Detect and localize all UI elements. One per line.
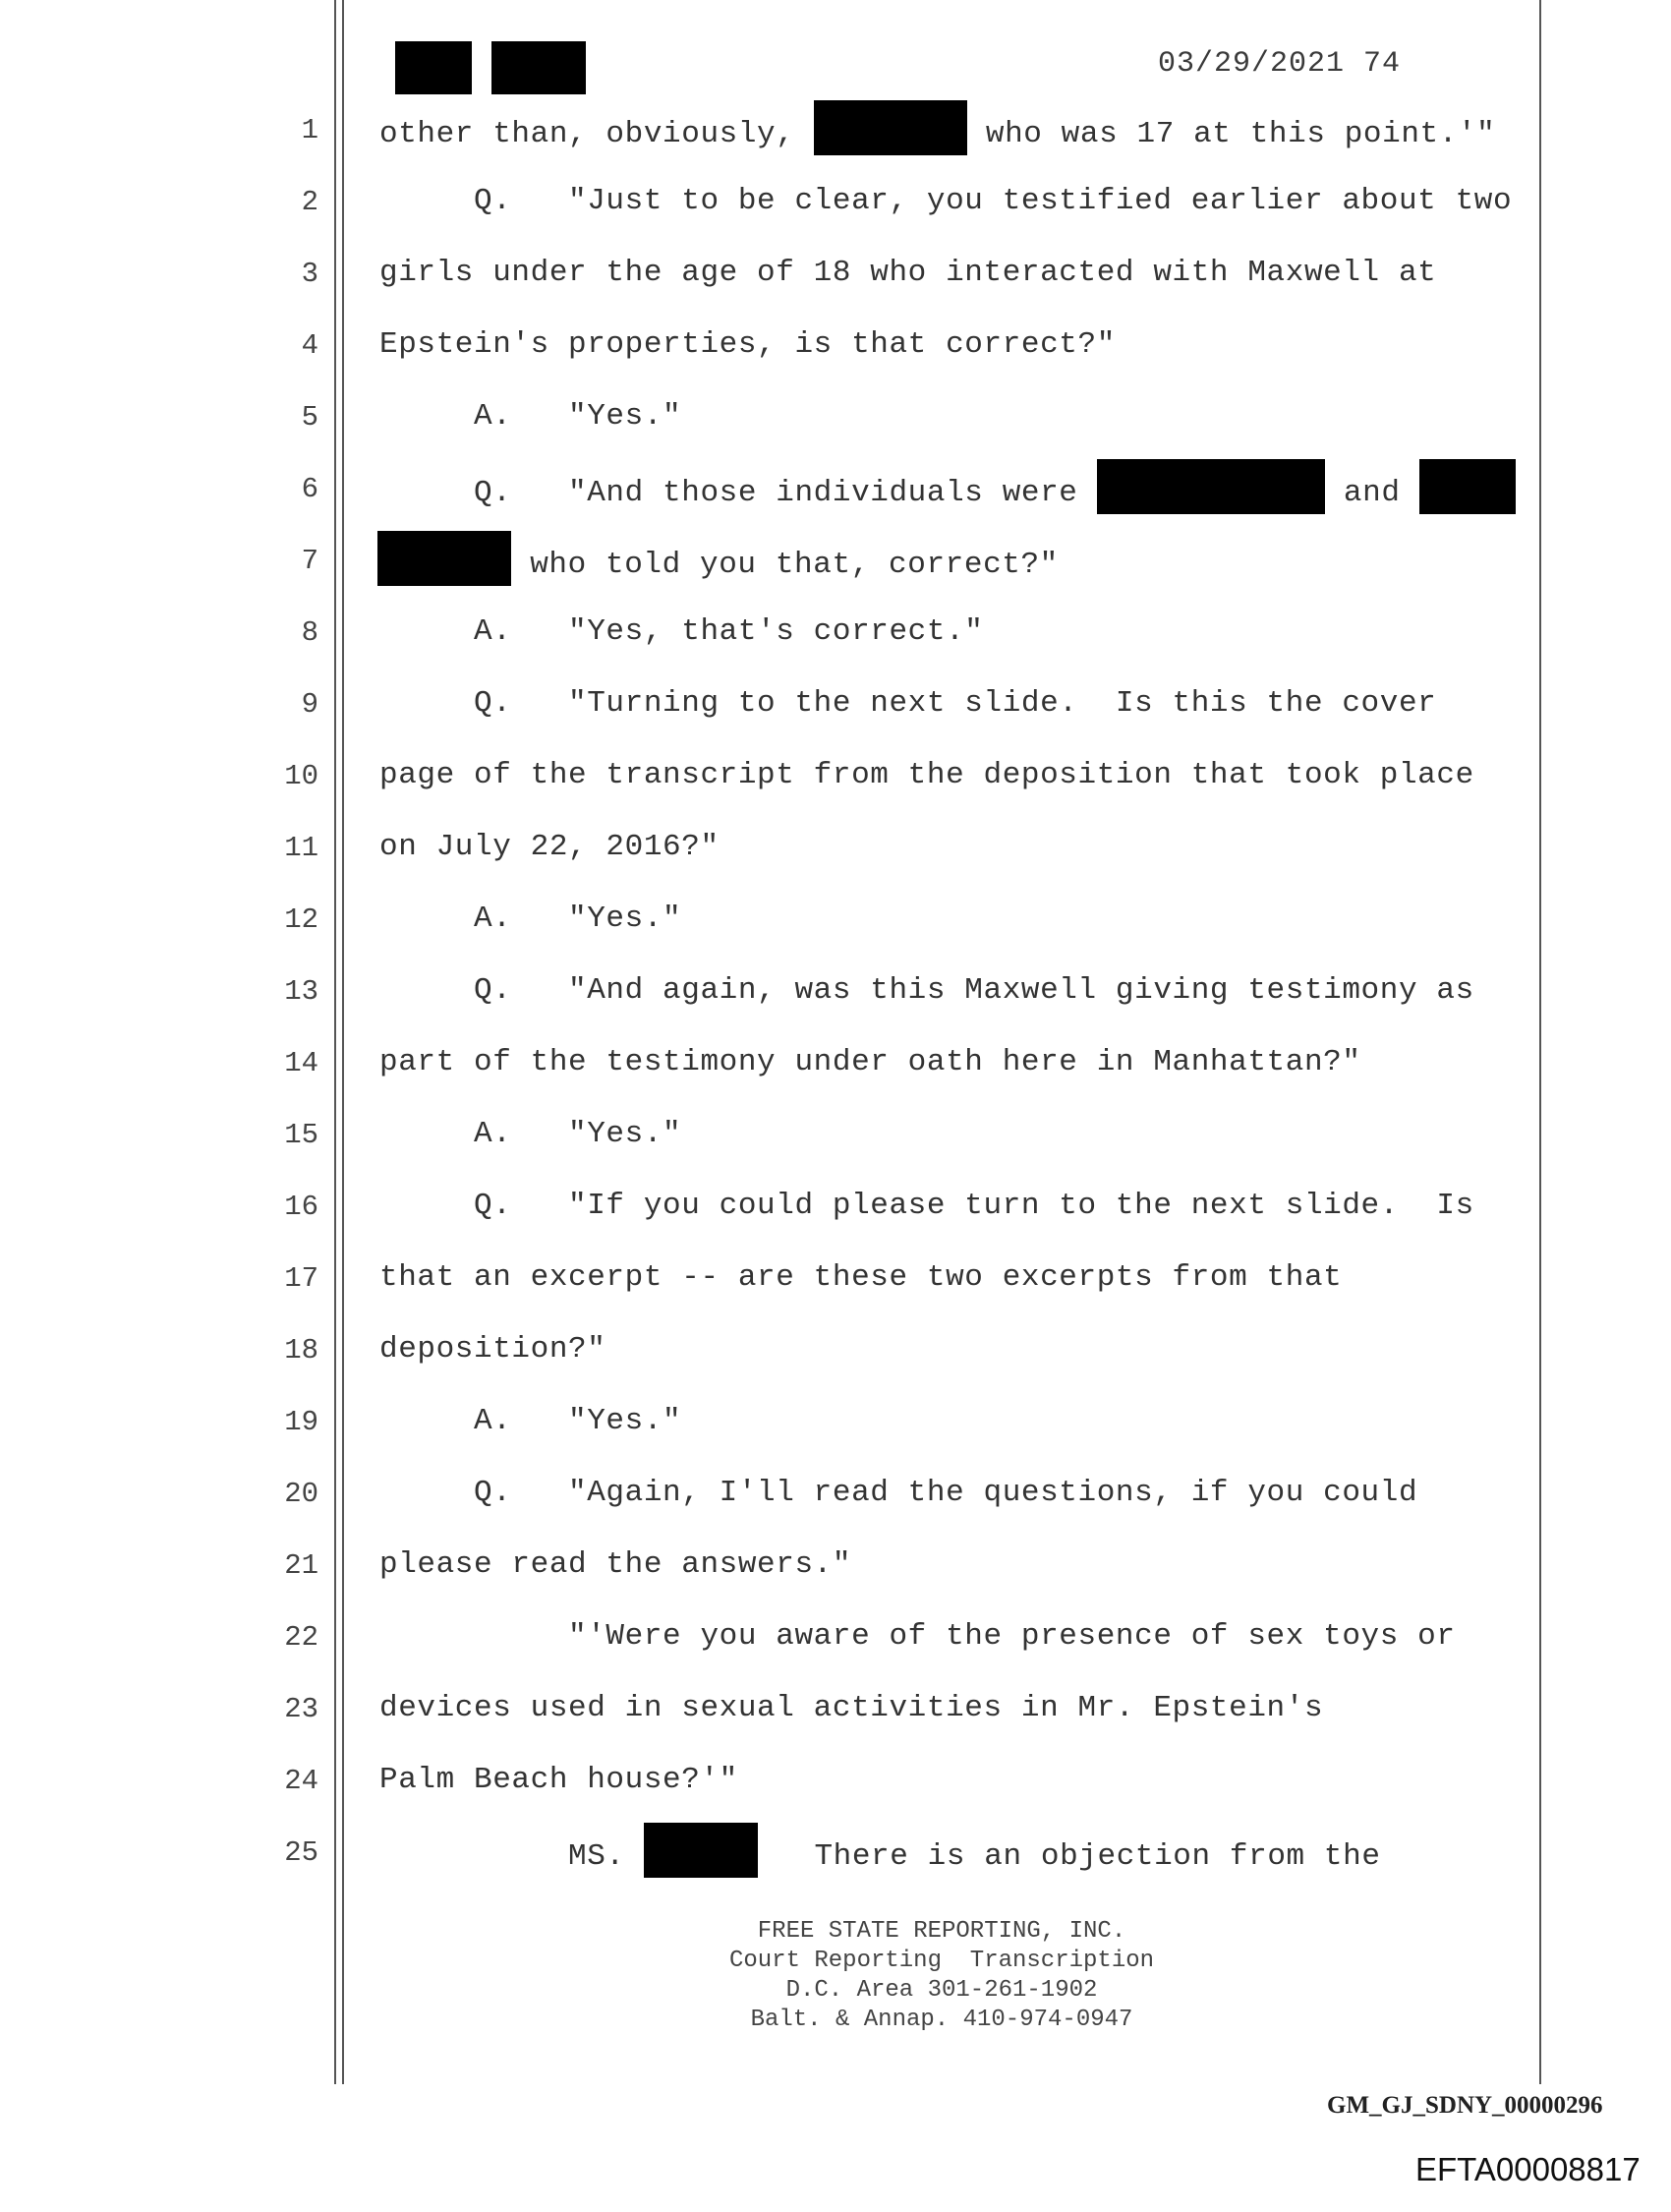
transcript-line [379, 471, 1516, 514]
line-number: 15 [284, 1119, 318, 1151]
line-number: 1 [301, 114, 318, 146]
transcript-line: A. "Yes." [379, 1117, 682, 1151]
redaction-block [814, 100, 967, 155]
transcript-line: A. "Yes." [379, 902, 682, 936]
line-text: Q. "And those individuals were [379, 476, 1097, 511]
line-number: 9 [301, 688, 318, 721]
line-number: 14 [284, 1047, 318, 1079]
line-number: 4 [301, 329, 318, 362]
transcript-line [379, 1834, 1381, 1878]
right-margin-rule [1539, 0, 1541, 2084]
footer-company: FREE STATE REPORTING, INC. [757, 1918, 1126, 1945]
transcript-line: on July 22, 2016?" [379, 830, 720, 864]
reporter-footer [442, 1917, 1441, 2035]
line-number: 25 [284, 1836, 318, 1869]
transcript-line: Epstein's properties, is that correct?" [379, 327, 1116, 362]
transcript-line [379, 112, 1495, 155]
line-number: 12 [284, 903, 318, 936]
line-number: 22 [284, 1621, 318, 1654]
transcript-line: part of the testimony under oath here in Manhattan?" [379, 1045, 1361, 1079]
transcript-line: Q. "Just to be clear, you testified earlier about two [379, 184, 1513, 218]
line-number: 17 [284, 1262, 318, 1295]
line-number: 13 [284, 975, 318, 1008]
line-number: 3 [301, 258, 318, 290]
transcript-line [377, 543, 1059, 586]
redaction-block [377, 531, 511, 586]
line-text: There is an objection from the [757, 1839, 1381, 1875]
line-number: 7 [301, 545, 318, 577]
efta-number: EFTA00008817 [1415, 2151, 1641, 2187]
transcript-line: Palm Beach house?'" [379, 1763, 738, 1797]
line-text: and [1324, 476, 1419, 511]
left-margin-rule-2 [342, 0, 344, 2084]
transcript-line: Q. "If you could please turn to the next slide. Is [379, 1189, 1474, 1223]
transcript-line: girls under the age of 18 who interacted with Maxwell at [379, 256, 1437, 290]
transcript-line: page of the transcript from the deposition that took place [379, 758, 1474, 792]
redaction-block [491, 41, 586, 94]
transcript-line: deposition?" [379, 1332, 606, 1367]
redaction-block [644, 1823, 758, 1878]
line-number: 8 [301, 616, 318, 649]
transcript-line: A. "Yes, that's correct." [379, 614, 984, 649]
line-number: 6 [301, 473, 318, 505]
transcript-line: Q. "Turning to the next slide. Is this the cover [379, 686, 1437, 721]
line-text: who was 17 at this point.'" [966, 117, 1496, 152]
transcript-line: that an excerpt -- are these two excerpts from that [379, 1260, 1343, 1295]
footer-dc-phone: D.C. Area 301-261-1902 [785, 1977, 1098, 2004]
line-number: 23 [284, 1693, 318, 1725]
footer-services: Court Reporting Transcription [728, 1948, 1155, 1974]
transcript-line: A. "Yes." [379, 399, 682, 434]
transcript-line: Q. "And again, was this Maxwell giving testimony as [379, 973, 1474, 1008]
line-number: 19 [284, 1406, 318, 1438]
line-number: 2 [301, 186, 318, 218]
redaction-block [1419, 459, 1516, 514]
footer-balt-phone: Balt. & Annap. 410-974-0947 [750, 2007, 1133, 2033]
line-text: MS. [379, 1839, 644, 1875]
line-number: 11 [284, 832, 318, 864]
transcript-line: Q. "Again, I'll read the questions, if you could [379, 1476, 1418, 1510]
line-number: 21 [284, 1549, 318, 1582]
line-text: other than, obviously, [379, 117, 814, 152]
line-number: 24 [284, 1765, 318, 1797]
left-margin-rule [334, 0, 336, 2084]
transcript-line: "'Were you aware of the presence of sex toys or [379, 1619, 1456, 1654]
redaction-block [1097, 459, 1325, 514]
transcript-line: devices used in sexual activities in Mr. Epstein's [379, 1691, 1324, 1725]
transcript-line: A. "Yes." [379, 1404, 682, 1438]
bates-number: GM_GJ_SDNY_00000296 [1327, 2092, 1603, 2119]
line-number: 5 [301, 401, 318, 434]
transcript-line: please read the answers." [379, 1547, 852, 1582]
line-number: 10 [284, 760, 318, 792]
line-number: 18 [284, 1334, 318, 1367]
line-number: 16 [284, 1191, 318, 1223]
page-header-date: 03/29/2021 74 [1158, 47, 1402, 81]
line-text: who told you that, correct?" [511, 548, 1059, 583]
redaction-block [395, 41, 472, 94]
line-number: 20 [284, 1478, 318, 1510]
